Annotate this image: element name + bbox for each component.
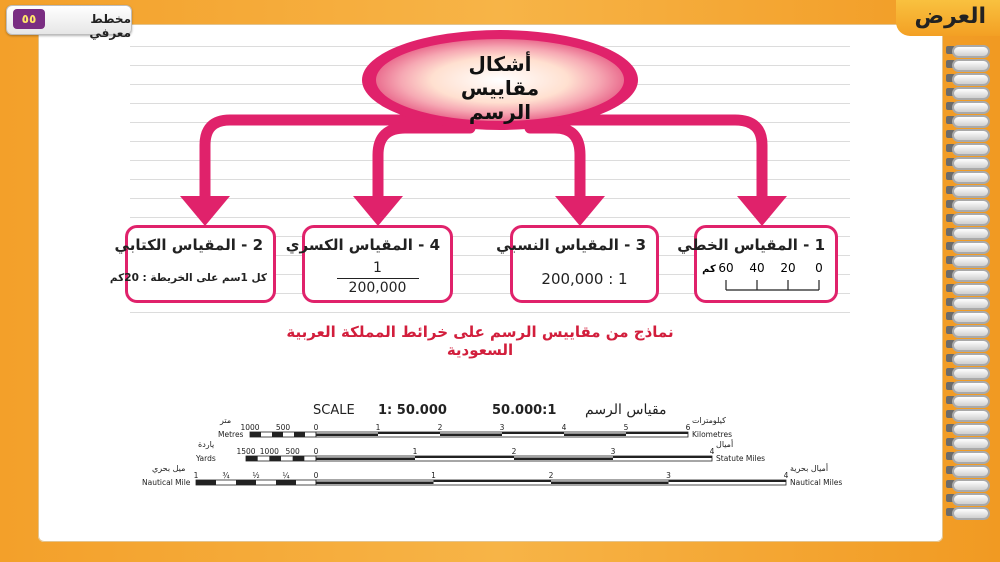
- scale-row-left-ar: ياردة: [198, 440, 215, 449]
- scale-ratio-ar: 50.000:1: [492, 403, 557, 418]
- ratio-scale-value: 200,000 : 1: [541, 270, 628, 288]
- section-title: العرض: [914, 4, 986, 29]
- scale-row-left-segment: [269, 456, 281, 461]
- scale-row-right-segment: [551, 482, 669, 485]
- scale-row-right-segment: [440, 434, 502, 437]
- written-scale-value: كل 1سم على الخريطة : 20كم: [109, 272, 267, 284]
- examples-caption: نماذج من مقاييس الرسم على خرائط المملكة العربية السعودية: [286, 323, 674, 359]
- scale-title-ar: مقياس الرسم: [585, 402, 667, 418]
- scale-row-right-num: 5: [623, 423, 629, 432]
- scale-row-right-segment: [378, 432, 440, 434]
- scale-row-left-segment: [272, 432, 283, 437]
- scale-row-right-num: 1: [375, 423, 381, 432]
- scale-row-left-num: 0: [313, 423, 319, 432]
- scale-row-left-num: ¼: [282, 471, 290, 480]
- scale-row-right-segment: [415, 456, 514, 458]
- scale-row-left-segment: [196, 480, 216, 485]
- center-title-line2: مقاييس الرسم: [460, 76, 540, 124]
- scale-row-left-segment: [236, 480, 256, 485]
- scale-label: SCALE: [313, 403, 355, 418]
- scale-row-right-num: 4: [561, 423, 567, 432]
- scale-row-right-en: Nautical Miles: [790, 478, 843, 487]
- scale-row-left-segment: [250, 432, 261, 437]
- scale-row-left-num: 0: [313, 471, 319, 480]
- linear-tick-60: 60: [718, 261, 734, 275]
- fraction-denominator: 200,000: [348, 280, 407, 296]
- tag-label: مخطط معرفي: [89, 12, 131, 40]
- scale-row-right-num: 1: [412, 447, 418, 456]
- scale-row-right-num: 2: [548, 471, 554, 480]
- scale-row-left-segment: [276, 480, 296, 485]
- scale-row-right-num: 6: [685, 423, 691, 432]
- written-scale-title: 2 - المقياس الكتابي: [114, 236, 263, 254]
- scale-row-left-num: 1500: [236, 447, 256, 456]
- scale-row-right-num: 1: [431, 471, 436, 480]
- linear-unit: كم: [702, 264, 716, 275]
- scale-row-right-segment: [669, 480, 787, 482]
- scale-row-left-segment: [294, 432, 305, 437]
- linear-scale-title: 1 - المقياس الخطي: [677, 236, 825, 254]
- scale-row-right-en: Kilometres: [692, 430, 732, 439]
- scale-row-left-en: Metres: [218, 430, 244, 439]
- linear-tick-0: 0: [815, 261, 823, 275]
- scale-row-right-en: Statute Miles: [716, 454, 766, 463]
- slide-number-badge: ٥٥: [13, 9, 45, 29]
- scale-row-left-num: 0: [313, 447, 319, 456]
- fraction-scale-title: 4 - المقياس الكسري: [285, 236, 440, 254]
- scale-row-left-num: 1000: [259, 447, 279, 456]
- scale-row-right-num: 3: [666, 471, 671, 480]
- scale-row-right-ar: كيلومترات: [692, 416, 726, 425]
- scale-row-left-segment: [293, 456, 305, 461]
- scale-row-left-num: 1000: [240, 423, 260, 432]
- scale-row-left-num: 500: [285, 447, 300, 456]
- linear-tick-20: 20: [780, 261, 796, 275]
- scale-row-right-ar: أميال: [716, 440, 734, 449]
- scale-row-right-num: 4: [783, 471, 789, 480]
- scale-row-right-segment: [316, 434, 378, 437]
- scale-row-right-segment: [613, 456, 712, 458]
- scale-row-right-segment: [502, 432, 564, 434]
- scale-row-right-segment: [316, 458, 415, 461]
- scale-row-left-en: Yards: [196, 454, 216, 463]
- scale-row-right-num: 4: [709, 447, 715, 456]
- ratio-scale-title: 3 - المقياس النسبي: [496, 236, 646, 254]
- scale-row-left-ar: ميل بحري: [152, 464, 186, 473]
- center-title-line1: أشكال: [468, 52, 532, 76]
- scale-ratio: 1: 50.000: [378, 403, 447, 418]
- scale-row-right-ar: أميال بحرية: [790, 464, 829, 473]
- scale-row-right-segment: [626, 432, 688, 434]
- scale-row-right-segment: [514, 458, 613, 461]
- fraction-numerator: 1: [373, 260, 382, 276]
- scale-row-right-num: 3: [499, 423, 505, 432]
- scale-row-right-segment: [434, 480, 552, 482]
- scale-row-left-num: 1: [193, 471, 199, 480]
- scale-row-left-en: Nautical Mile: [142, 478, 191, 487]
- scale-row-right-segment: [564, 434, 626, 437]
- scale-row-left-segment: [246, 456, 258, 461]
- scale-row-left-ar: متر: [220, 416, 232, 425]
- scale-row-left-num: ¾: [222, 471, 230, 480]
- linear-tick-40: 40: [749, 261, 765, 275]
- scale-row-right-segment: [316, 482, 434, 485]
- scale-row-left-num: 500: [275, 423, 291, 432]
- scale-row-left-num: ½: [252, 471, 260, 480]
- scale-row-right-num: 2: [511, 447, 517, 456]
- scale-row-right-num: 3: [610, 447, 616, 456]
- scale-row-right-num: 2: [437, 423, 443, 432]
